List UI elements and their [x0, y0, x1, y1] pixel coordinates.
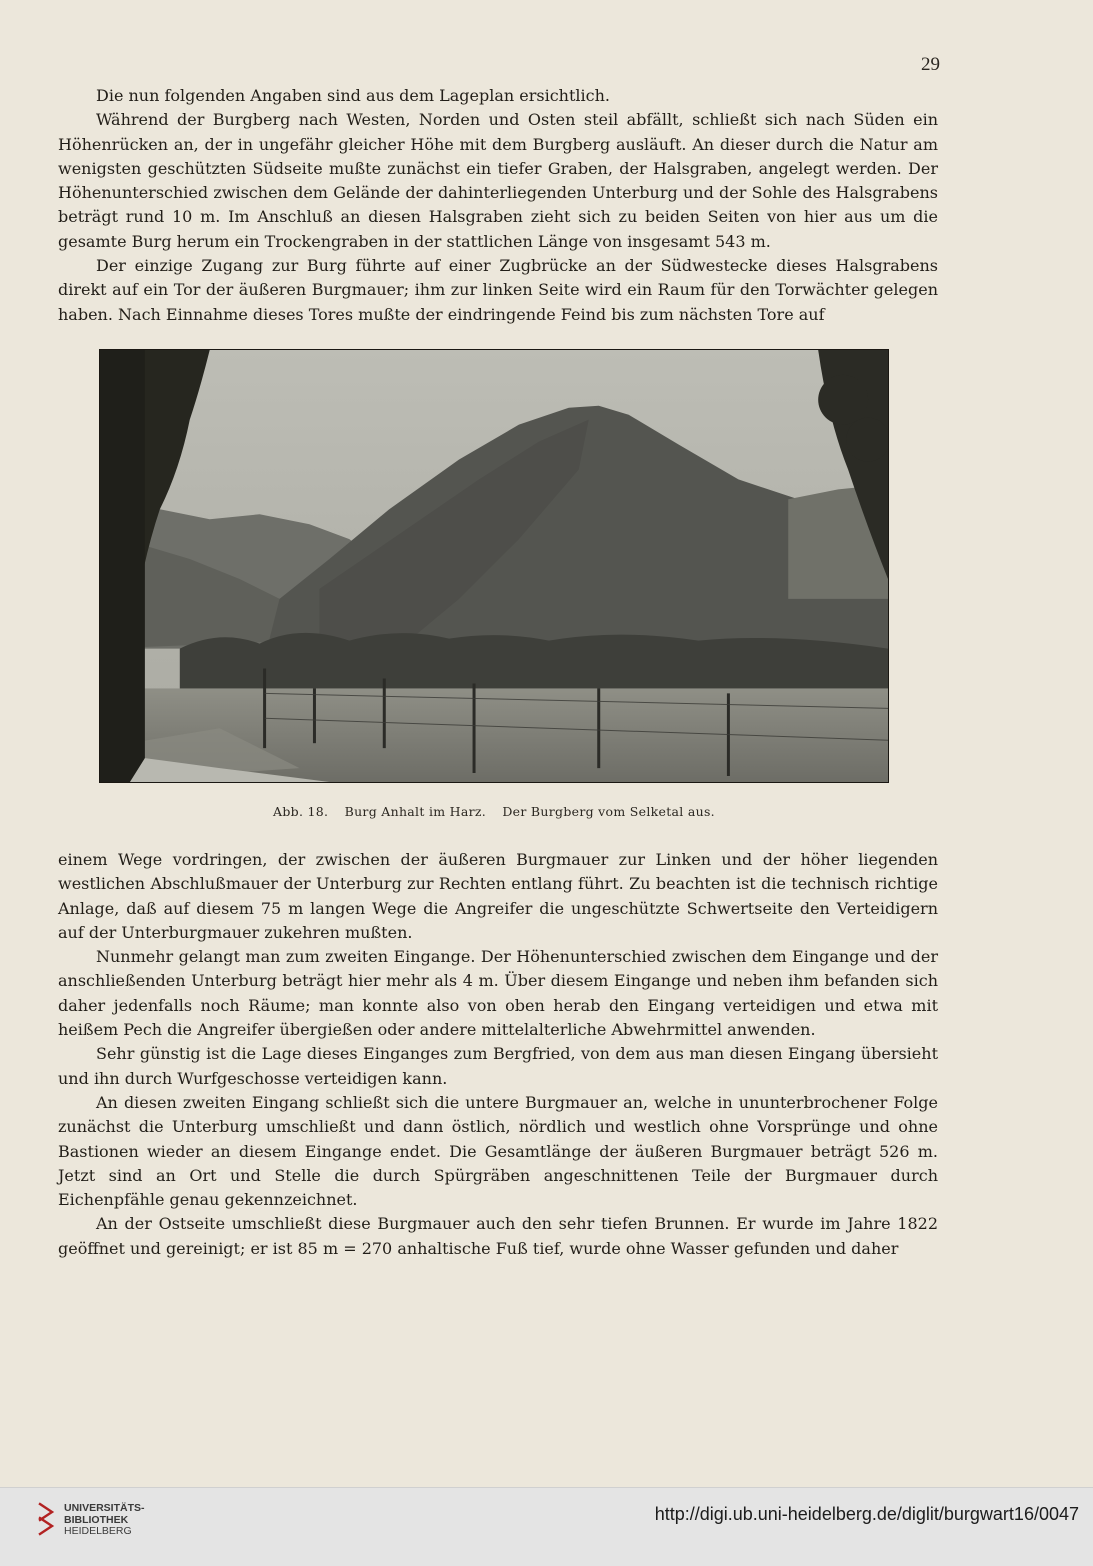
- viewer-footer: [0, 1487, 1093, 1566]
- logo-line: BIBLIOTHEK: [64, 1513, 129, 1526]
- logo-line: HEIDELBERG: [64, 1525, 132, 1537]
- figure-subcaption: Der Burgberg vom Selketal aus.: [502, 804, 715, 819]
- source-url-link[interactable]: http://digi.ub.uni-heidelberg.de/diglit/burgwart16/0047: [654, 1504, 1079, 1524]
- paragraph: einem Wege vordringen, der zwischen der äußeren Burgmauer zur Linken und der höher liegenden westlichen Abschlußmauer der Unterburg zur Rechten entlang führt. Zu beachten ist die technisch richtige Anlage, daß auf diesem 75 m langen Wege die Angreifer die ungeschützte Schwertseite den Verteidigern auf der Unterburgmauer zukehren mußten.: [58, 850, 938, 942]
- figure-caption: [99, 804, 889, 819]
- paragraph: Sehr günstig ist die Lage dieses Einganges zum Bergfried, von dem aus man diesen Eingang übersieht und ihn durch Wurfgeschosse verteidigen kann.: [58, 1044, 938, 1088]
- paragraph: An diesen zweiten Eingang schließt sich die untere Burgmauer an, welche in ununterbrochener Folge zunächst die Unterburg umschließt und dann östlich, nördlich und westlich ohne Vorsprünge und ohne Bastionen wieder an diesem Eingange endet. Die Gesamtlänge der äußeren Burgmauer beträgt 526 m. Jetzt sind an Ort und Stelle die durch Spürgräben angeschnittenen Teile der Burgmauer durch Eichenpfähle genau gekennzeichnet.: [58, 1092, 938, 1210]
- landscape-photo: [100, 350, 888, 782]
- paragraph: Der einzige Zugang zur Burg führte auf einer Zugbrücke an der Südwestecke dieses Halsgrabens direkt auf ein Tor der äußeren Burgmauer; ihm zur linken Seite wird ein Raum für den Torwächter gelegen haben. Nach Einnahme dieses Tores mußte der eindringende Feind bis zum nächsten Tore auf: [58, 256, 938, 324]
- figure-caption-text: Burg Anhalt im Harz.: [344, 804, 487, 819]
- paragraph: An der Ostseite umschließt diese Burgmauer auch den sehr tiefen Brunnen. Er wurde im Jahre 1822 geöffnet und gereinigt; er ist 85 m = 270 anhaltische Fuß tief, wurde ohne Wasser gefunden und daher: [58, 1214, 938, 1258]
- logo-line: UNIVERSITÄTS-: [64, 1502, 145, 1514]
- library-logo-text[interactable]: [64, 1503, 145, 1538]
- library-logo-icon[interactable]: [38, 1500, 56, 1540]
- paragraph: Die nun folgenden Angaben sind aus dem Lageplan ersichtlich.: [96, 86, 610, 105]
- text-block-bottom: [58, 848, 938, 1261]
- figure-photo-burgberg: [99, 349, 889, 783]
- figure-label: Abb. 18.: [273, 804, 329, 819]
- text-block-top: [58, 84, 938, 327]
- page-number: 29: [921, 54, 940, 75]
- paragraph: Nunmehr gelangt man zum zweiten Eingange. Der Höhenunterschied zwischen dem Eingange und der anschließenden Unterburg beträgt hier mehr als 4 m. Über diesem Eingange und neben ihm befanden sich daher jedenfalls noch Räume; man konnte also von oben herab den Eingang verteidigen und etwa mit heißem Pech die Angreifer übergießen oder andere mittelalterliche Abwehrmittel anwenden.: [58, 947, 938, 1040]
- paragraph: Während der Burgberg nach Westen, Norden und Osten steil abfällt, schließt sich nach Süden ein Höhenrücken an, der in ungefähr gleicher Höhe mit dem Burgberg ausläuft. An dieser durch die Natur am wenigsten geschützten Südseite mußte zunächst ein tiefer Graben, der Halsgraben, angelegt werden. Der Höhenunterschied zwischen dem Gelände der dahinterliegenden Unterburg und der Sohle des Halsgrabens beträgt rund 10 m. Im Anschluß an diesen Halsgraben zieht sich zu beiden Seiten von hier aus um die gesamte Burg herum ein Trockengraben in der stattlichen Länge von insgesamt 543 m.: [58, 110, 938, 251]
